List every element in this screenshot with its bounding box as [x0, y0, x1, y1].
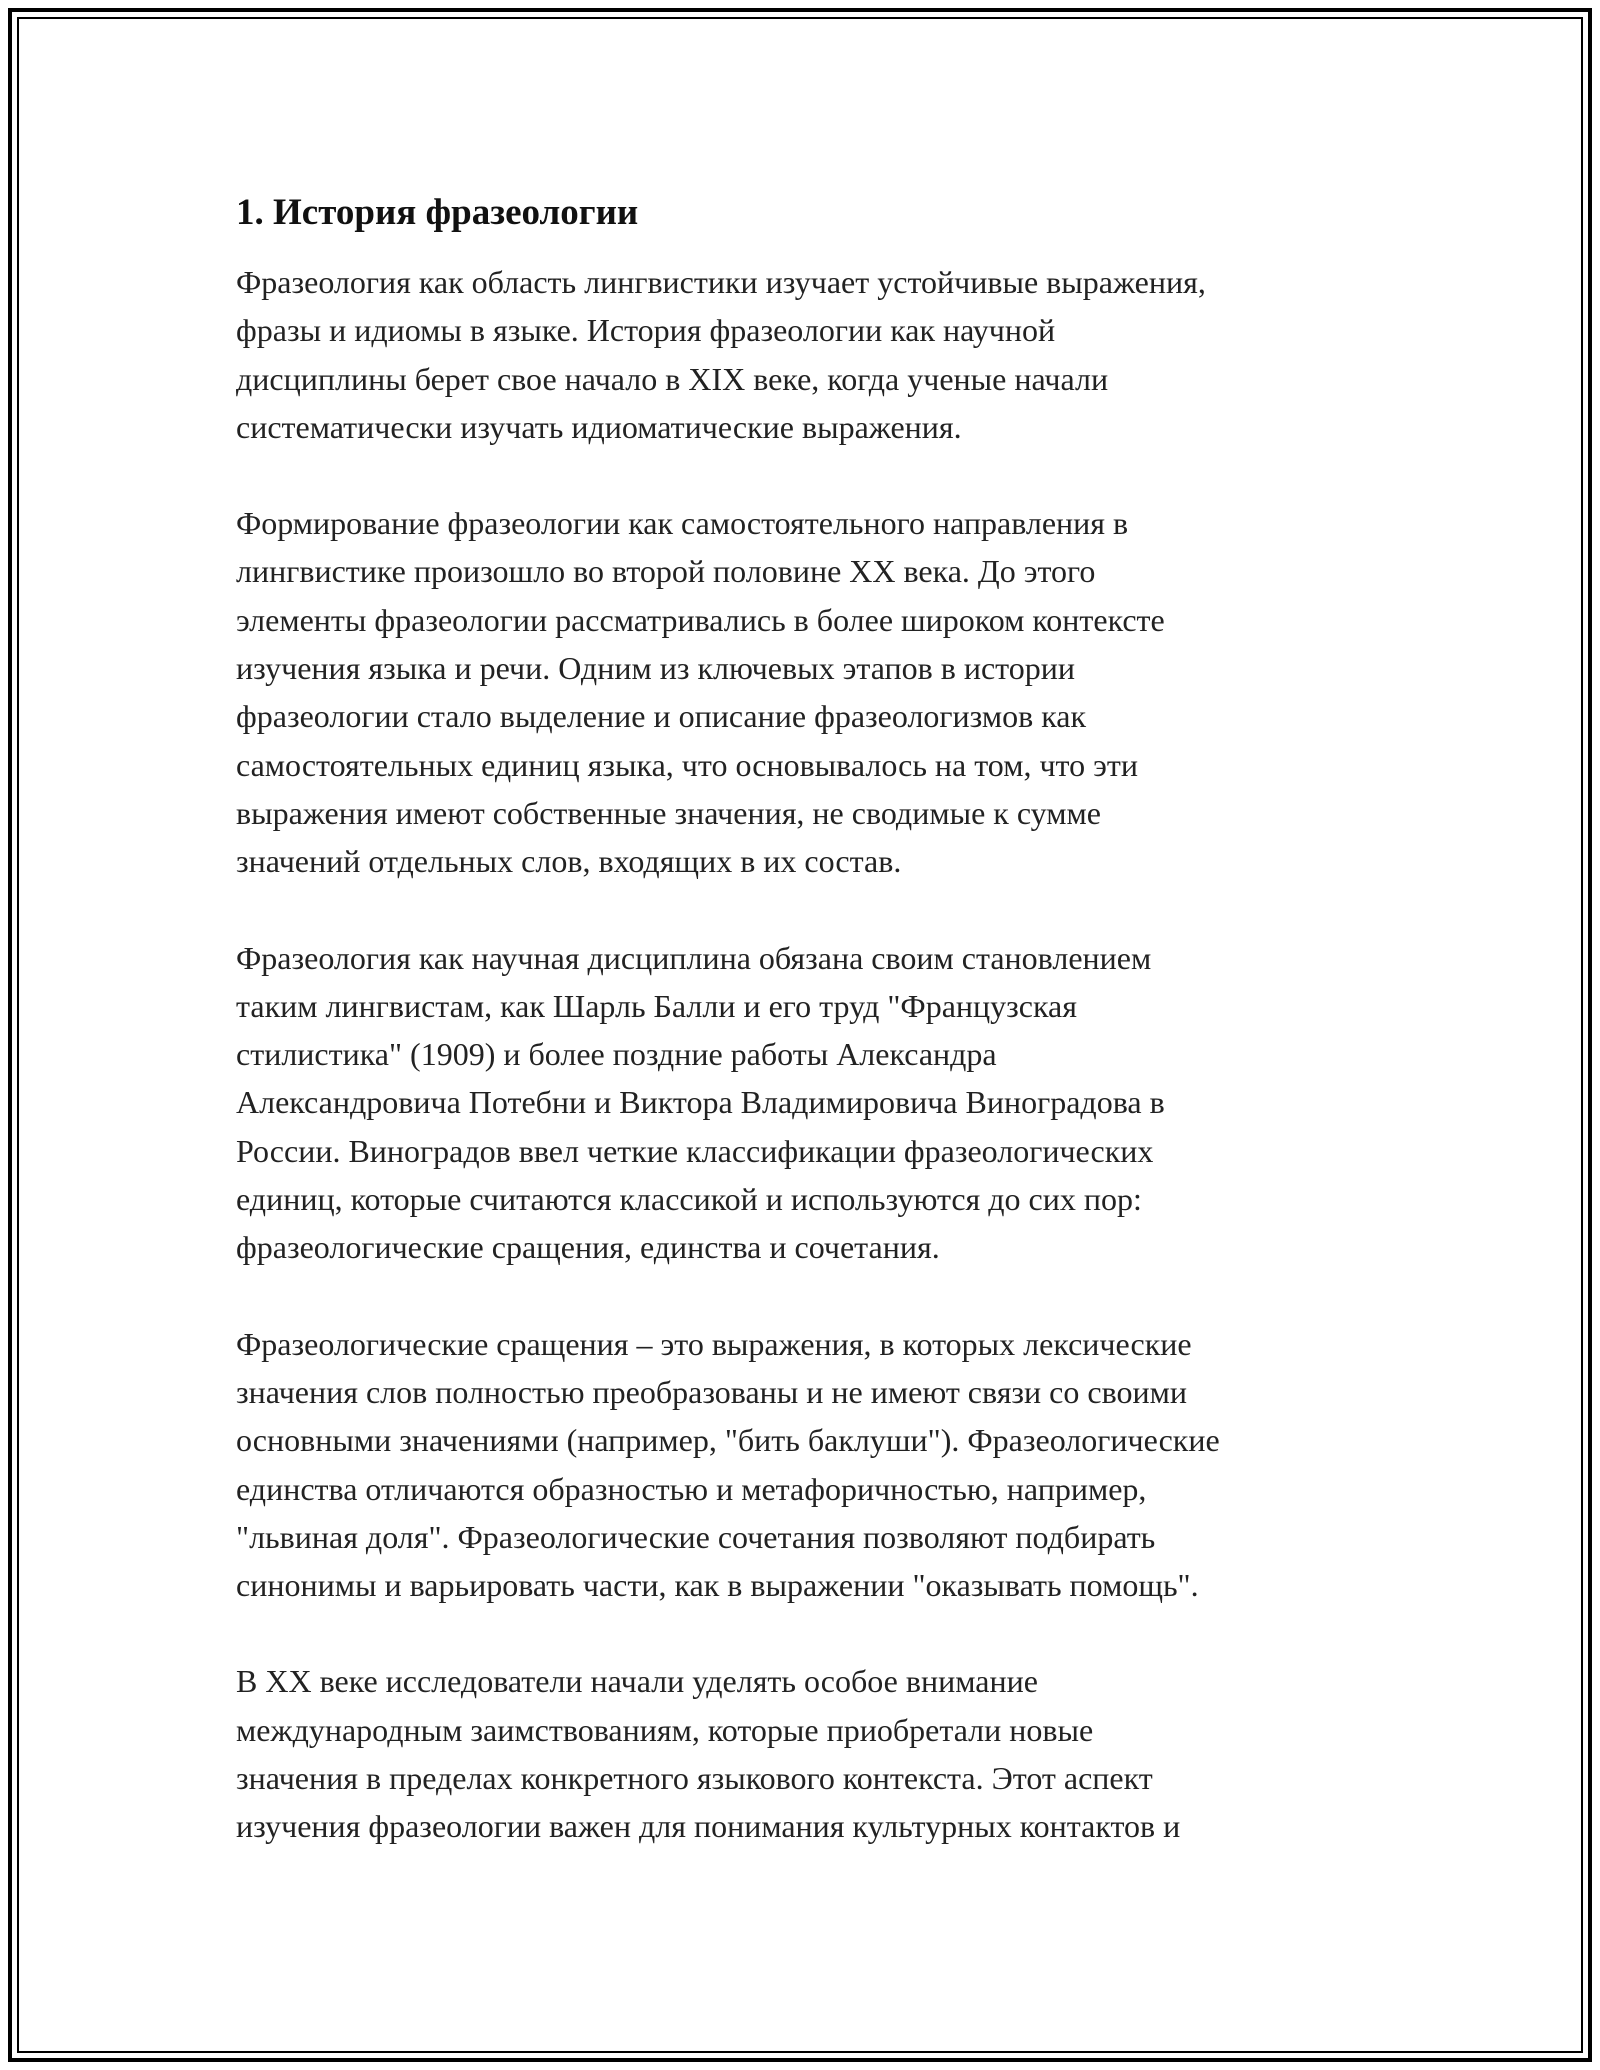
text-line: изучения фразеологии важен для понимания культурных контактов и	[236, 1808, 1181, 1845]
text-line: значения в пределах конкретного языкового контекста. Этот аспект	[236, 1760, 1153, 1797]
text-line: "львиная доля". Фразеологические сочетания позволяют подбирать	[236, 1518, 1156, 1555]
text-line: лингвистике произошло во второй половине XX века. До этого	[236, 553, 1096, 590]
text-line: систематически изучать идиоматические выражения.	[236, 408, 962, 445]
text-line: единиц, которые считаются классикой и используются до сих пор:	[236, 1181, 1142, 1218]
text-line: В XX веке исследователи начали уделять особое внимание	[236, 1663, 1038, 1700]
text-line: таким лингвистам, как Шарль Балли и его труд "Французская	[236, 987, 1077, 1024]
text-line: изучения языка и речи. Одним из ключевых этапов в истории	[236, 650, 1075, 687]
text-line: значения слов полностью преобразованы и не имеют связи со своими	[236, 1373, 1187, 1410]
text-line: основными значениями (например, "бить баклуши"). Фразеологические	[236, 1422, 1220, 1459]
paragraph-5	[236, 1657, 1376, 1850]
text-line: стилистика" (1909) и более поздние работы Александра	[236, 1036, 997, 1073]
text-line: международным заимствованиям, которые приобретали новые	[236, 1711, 1094, 1748]
text-line: Формирование фразеологии как самостоятельного направления в	[236, 505, 1129, 542]
text-line: Фразеологические сращения – это выражения, в которых лексические	[236, 1325, 1192, 1362]
text-line: фразеологии стало выделение и описание фразеологизмов как	[236, 698, 1087, 735]
paragraph-1	[236, 258, 1376, 451]
text-line: выражения имеют собственные значения, не сводимые к сумме	[236, 794, 1101, 831]
text-line: фразы и идиомы в языке. История фразеологии как научной	[236, 312, 1056, 349]
section-heading: 1. История фразеологии	[236, 192, 639, 233]
text-line: Фразеология как область лингвистики изучает устойчивые выражения,	[236, 264, 1206, 300]
paragraph-2	[236, 499, 1376, 885]
text-line: самостоятельных единиц языка, что основывалось на том, что эти	[236, 746, 1138, 783]
paragraph-3	[236, 934, 1376, 1272]
text-line: Фразеология как научная дисциплина обязана своим становлением	[236, 939, 1152, 976]
document-page	[236, 186, 1376, 1899]
text-line: фразеологические сращения, единства и сочетания.	[236, 1229, 940, 1266]
text-line: России. Виноградов ввел четкие классификации фразеологических	[236, 1132, 1154, 1169]
text-line: дисциплины берет свое начало в XIX веке, когда ученые начали	[236, 360, 1109, 397]
text-line: синонимы и варьировать части, как в выражении "оказывать помощь".	[236, 1567, 1199, 1604]
text-line: элементы фразеологии рассматривались в более широком контексте	[236, 601, 1165, 638]
text-line: Александровича Потебни и Виктора Владимировича Виноградова в	[236, 1084, 1165, 1121]
paragraph-4	[236, 1320, 1376, 1610]
text-line: единства отличаются образностью и метафоричностью, например,	[236, 1470, 1147, 1507]
text-line: значений отдельных слов, входящих в их состав.	[236, 843, 902, 880]
